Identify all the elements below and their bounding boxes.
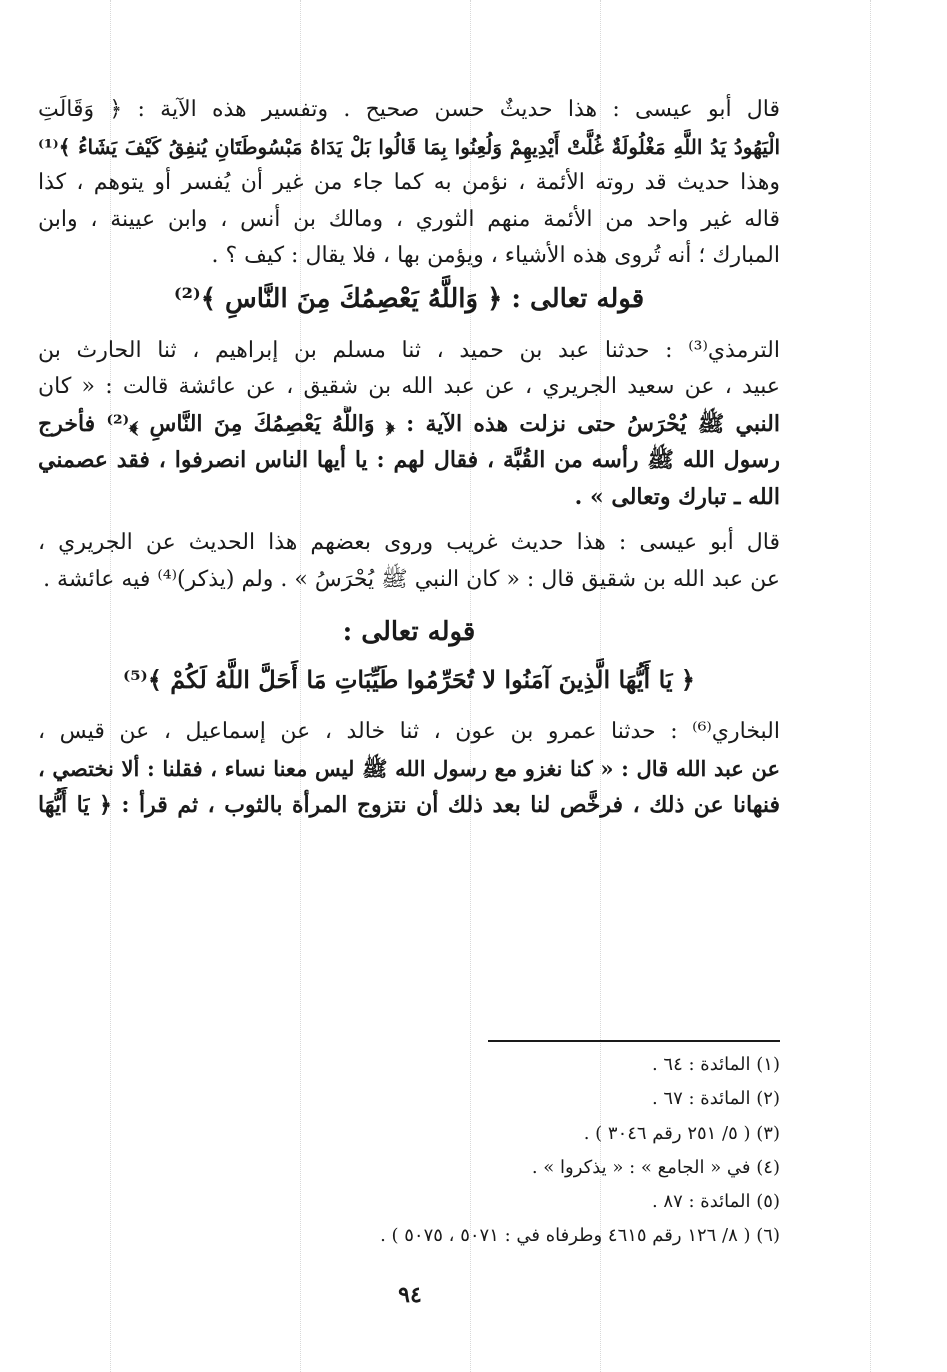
text-line: قال أبو عيسى : هذا حديث غريب وروى بعضهم هذا الحديث عن الجريري ، xyxy=(38,530,780,555)
text-line: الله ـ تبارك وتعالى » . xyxy=(574,483,780,510)
text-line: فنهانا عن ذلك ، فرخَّص لنا بعد ذلك أن نتزوج المرأة بالثوب ، ثم قرأ : ﴿ يَا أَيُّهَا xyxy=(38,792,780,818)
scan-artifact xyxy=(870,0,871,1372)
text-line: عن عبد الله بن شقيق قال : « كان النبي ﷺ يُحْرَسُ » . ولم (يذكر)⁽⁴⁾ فيه عائشة . xyxy=(43,566,780,592)
text-line: وهذا حديث قد روته الأئمة ، نؤمن به كما جاء من غير أن يُفسر أو يتوهم ، كذا xyxy=(38,170,780,195)
section-heading: قوله تعالى : xyxy=(342,617,476,647)
text-line: عبيد ، عن سعيد الجريري ، عن عبد الله بن شقيق ، عن عائشة قالت : « كان xyxy=(38,374,780,399)
footnote: (١) المائدة : ٦٤ . xyxy=(651,1054,780,1075)
text-line: المبارك ؛ أنه تُروى هذه الأشياء ، ويؤمن بها ، فلا يقال : كيف ؟ . xyxy=(211,243,780,268)
section-heading: قوله تعالى : ﴿ وَاللَّهُ يَعْصِمُكَ مِنَ النَّاسِ ﴾⁽²⁾ xyxy=(173,283,645,314)
text-line: قال أبو عيسى : هذا حديثٌ حسن صحيح . وتفسير هذه الآية : ﴿ وَقَالَتِ xyxy=(38,97,780,122)
quran-verse-line: الْيَهُودُ يَدُ اللَّهِ مَغْلُولَةٌ غُلَّتْ أَيْدِيهِمْ وَلُعِنُوا بِمَا قَالُوا بَلْ يَدَاهُ مَبْسُوطَتَانِ يُنفِقُ كَيْفَ يَشَاءُ ﴾⁽¹⁾ xyxy=(38,134,780,159)
text-line: النبي ﷺ يُحْرَسُ حتى نزلت هذه الآية : ﴿ وَاللَّهُ يَعْصِمُكَ مِنَ النَّاسِ ﴾⁽²⁾ فأخرج xyxy=(38,410,780,437)
footnote: (٣) ( ٥/ ٢٥١ رقم ٣٠٤٦ ) . xyxy=(583,1122,780,1144)
footnote: (٤) في « الجامع » : « يذكروا » . xyxy=(531,1156,780,1178)
text-line: البخاري⁽⁶⁾ : حدثنا عمرو بن عون ، ثنا خالد ، عن إسماعيل ، عن قيس ، xyxy=(38,719,780,744)
footnote-separator xyxy=(488,1040,780,1042)
text-line: عن عبد الله قال : « كنا نغزو مع رسول الله ﷺ ليس معنا نساء ، فقلنا : ألا نختصي ، xyxy=(38,755,780,781)
text-line: قاله غير واحد من الأئمة منهم الثوري ، ومالك بن أنس ، وابن عيينة ، وابن xyxy=(38,206,780,232)
section-heading-verse: ﴿ يَا أَيُّهَا الَّذِينَ آمَنُوا لا تُحَرِّمُوا طَيِّبَاتِ مَا أَحَلَّ اللَّهُ لَكُمْ ﴾⁽⁵⁾ xyxy=(123,665,695,694)
footnote: (٦) ( ٨/ ١٢٦ رقم ٤٦١٥ وطرفاه في : ٥٠٧١ ، ٥٠٧٥ ) . xyxy=(380,1225,780,1247)
footnote: (٥) المائدة : ٨٧ . xyxy=(651,1191,780,1213)
page-number: ٩٤ xyxy=(398,1282,422,1308)
text-line: رسول الله ﷺ رأسه من القُبَّة ، فقال لهم : يا أيها الناس انصرفوا ، فقد عصمني xyxy=(38,447,780,473)
footnote: (٢) المائدة : ٦٧ . xyxy=(651,1088,780,1110)
page-body xyxy=(38,92,780,824)
text-line: الترمذي⁽³⁾ : حدثنا عبد بن حميد ، ثنا مسلم بن إبراهيم ، ثنا الحارث بن xyxy=(38,337,780,363)
footnotes xyxy=(230,1048,780,1254)
